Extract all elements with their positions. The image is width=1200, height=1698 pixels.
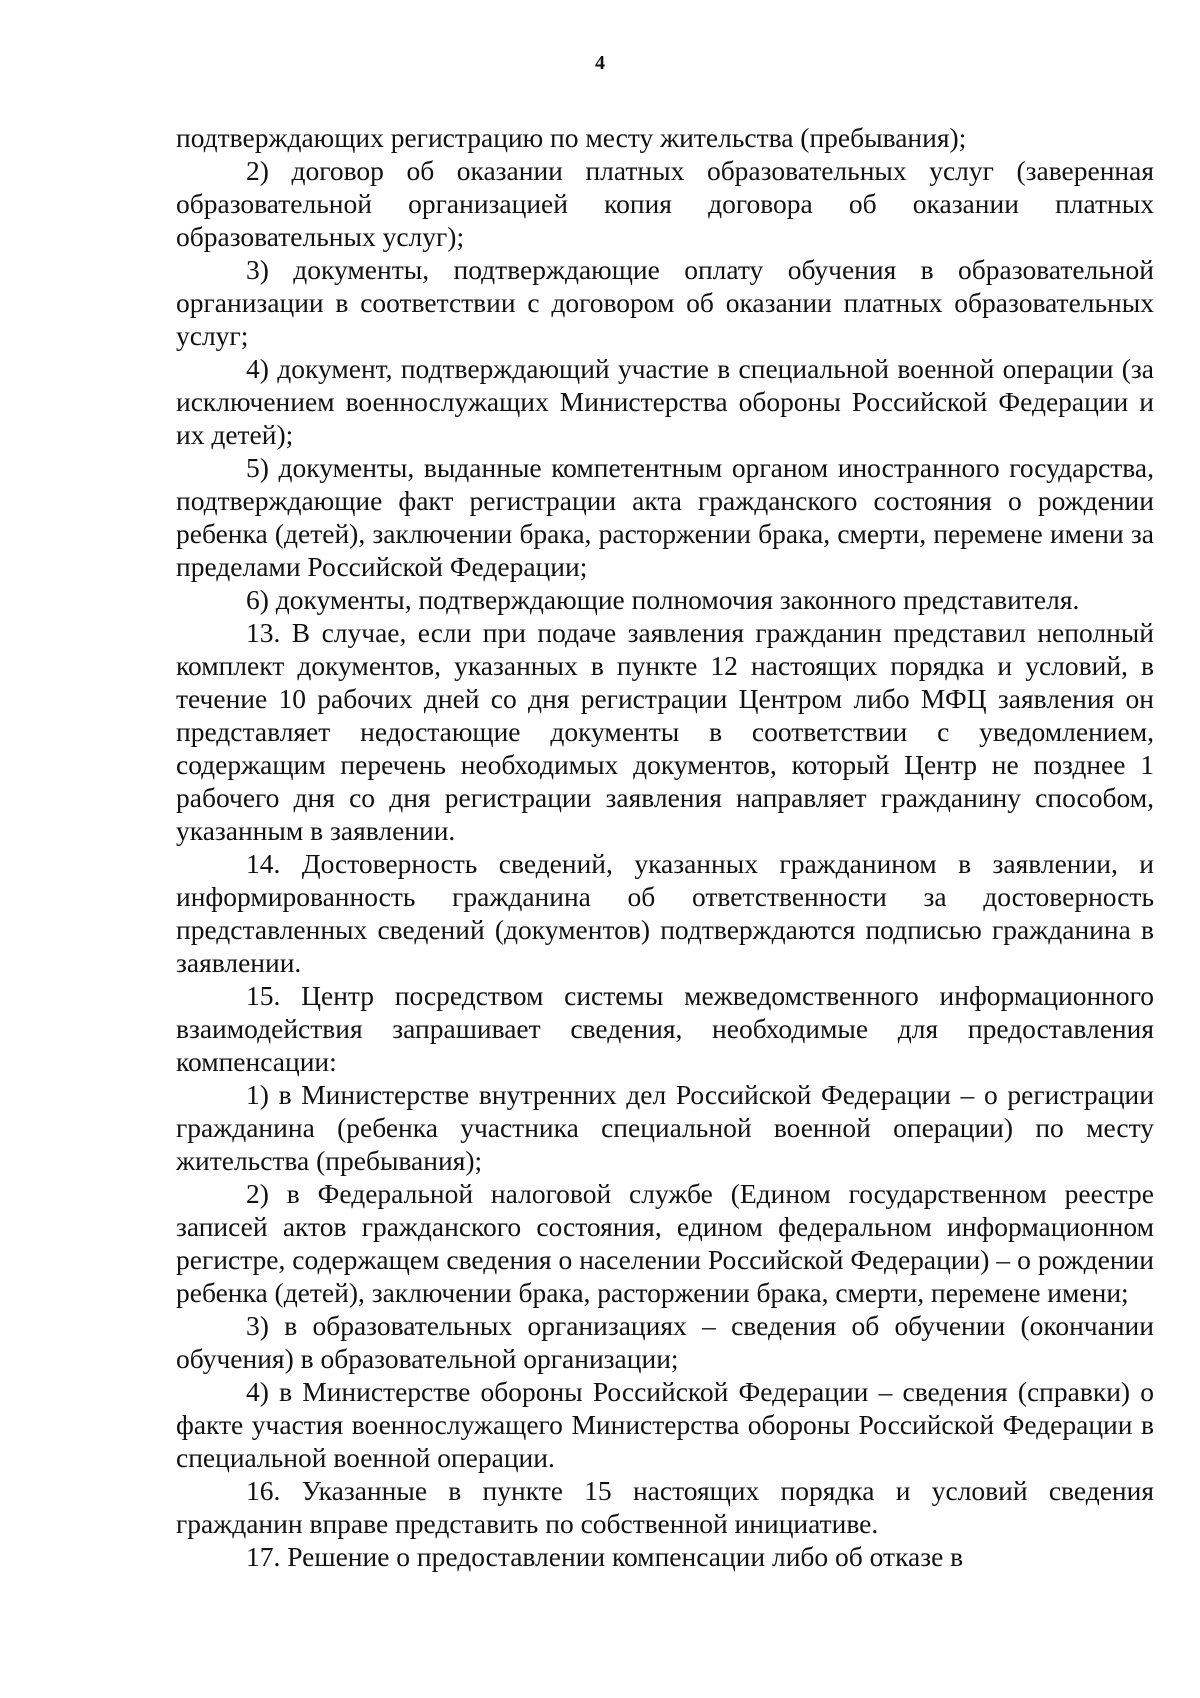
paragraph-clause-16: 16. Указанные в пункте 15 настоящих порядка и условий сведения гражданин вправе представить по собственной инициативе. xyxy=(176,1475,1154,1539)
paragraph-clause-15-1: 1) в Министерстве внутренних дел Российской Федерации – о регистрации гражданина (ребенка участника специальной военной операции) по месту жительства (пребывания); xyxy=(176,1079,1154,1176)
paragraph-item-2: 2) договор об оказании платных образовательных услуг (заверенная образовательной организацией копия договора об оказании платных образовательных услуг); xyxy=(176,155,1154,252)
document-body xyxy=(176,121,1154,1573)
paragraph-clause-15: 15. Центр посредством системы межведомственного информационного взаимодействия запрашивает сведения, необходимые для предоставления компенсации: xyxy=(176,980,1154,1077)
paragraph-clause-13: 13. В случае, если при подаче заявления гражданин представил неполный комплект документов, указанных в пункте 12 настоящих порядка и условий, в течение 10 рабочих дней со дня регистрации Центром либо МФЦ заявления он представляет недостающие документы в соответствии с уведомлением, содержащим перечень необходимых документов, который Центр не позднее 1 рабочего дня со дня регистрации заявления направляет гражданину способом, указанным в заявлении. xyxy=(176,617,1154,846)
paragraph-clause-14: 14. Достоверность сведений, указанных гражданином в заявлении, и информированность гражданина об ответственности за достоверность представленных сведений (документов) подтверждаются подписью гражданина в заявлении. xyxy=(176,848,1154,978)
paragraph-clause-17: 17. Решение о предоставлении компенсации либо об отказе в xyxy=(246,1541,964,1572)
paragraph-item-4: 4) документ, подтверждающий участие в специальной военной операции (за исключением военнослужащих Министерства обороны Российской Федерации и их детей); xyxy=(176,353,1154,450)
paragraph-item-5: 5) документы, выданные компетентным органом иностранного государства, подтверждающие факт регистрации акта гражданского состояния о рождении ребенка (детей), заключении брака, расторжении брака, смерти, перемене имени за пределами Российской Федерации; xyxy=(176,452,1154,582)
paragraph-clause-15-4: 4) в Министерстве обороны Российской Федерации – сведения (справки) о факте участия военнослужащего Министерства обороны Российской Федерации в специальной военной операции. xyxy=(176,1376,1154,1473)
paragraph-item-3: 3) документы, подтверждающие оплату обучения в образовательной организации в соответствии с договором об оказании платных образовательных услуг; xyxy=(176,254,1154,351)
paragraph-cont-1: подтверждающих регистрацию по месту жительства (пребывания); xyxy=(176,122,967,153)
paragraph-clause-15-3: 3) в образовательных организациях – сведения об обучении (окончании обучения) в образовательной организации; xyxy=(176,1310,1154,1374)
paragraph-clause-15-2: 2) в Федеральной налоговой службе (Едином государственном реестре записей актов гражданского состояния, едином федеральном информационном регистре, содержащем сведения о населении Российской Федерации) – о рождении ребенка (детей), заключении брака, расторжении брака, смерти, перемене имени; xyxy=(176,1178,1154,1308)
page-number: 4 xyxy=(595,52,605,74)
paragraph-item-6: 6) документы, подтверждающие полномочия законного представителя. xyxy=(246,584,1080,615)
